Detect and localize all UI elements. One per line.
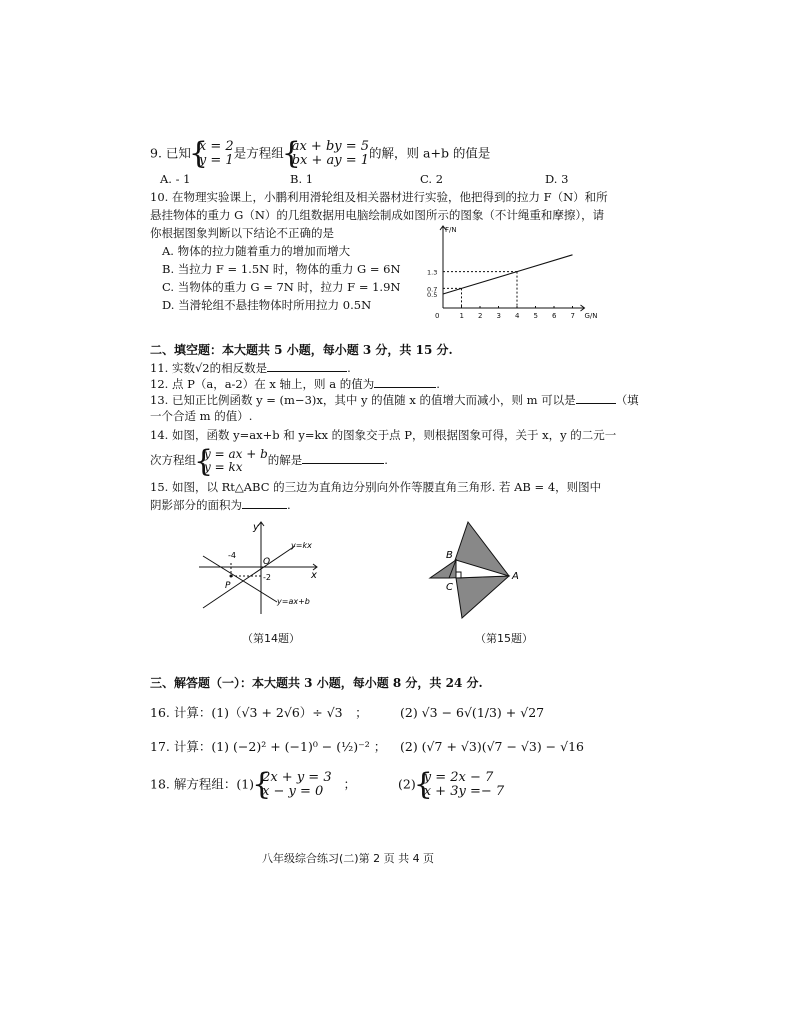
question-9: [150, 140, 490, 168]
question-12: 12. 点 P（a，a-2）在 x 轴上，则 a 的值为 .: [150, 377, 440, 391]
section-3-title: 三、解答题（一）：本大题共 3 小题，每小题 8 分，共 24 分.: [150, 676, 483, 690]
question-18: 18. 解方程组：(1) { 2x + y = 3 x − y = 0 ；: [150, 771, 356, 799]
q10-x-tick-label: 5: [533, 312, 538, 320]
fig14-origin: O: [263, 557, 271, 567]
q10-x-tick-label: 7: [570, 312, 575, 320]
q12-blank[interactable]: [374, 377, 436, 388]
page-footer: 八年级综合练习(二)第 2 页 共 4 页: [262, 852, 435, 865]
q9-option-c: C. 2: [420, 172, 444, 186]
q14-system: { y = ax + b y = kx: [196, 448, 268, 474]
fig14-kx-label: y=kx: [291, 541, 312, 550]
figure-15: [420, 508, 530, 628]
question-13: 13. 已知正比例函数 y = (m−3)x，其中 y 的值随 x 的值增大而减小，则 m 可以是 （填: [150, 393, 639, 407]
fig14-p-label: P: [225, 581, 231, 591]
fig14-x-label: x: [311, 570, 317, 581]
q10-line3: 你根据图象判断以下结论不正确的是: [150, 226, 334, 240]
q10-graph: [425, 220, 605, 320]
q10-y-tick-label: 1.3: [427, 268, 438, 277]
q16-part1: 16. 计算：(1)（√3 + 2√6）÷ √3 ；: [150, 705, 368, 720]
q10-option-c: C. 当物体的重力 G = 7N 时，拉力 F = 1.9N: [162, 280, 401, 294]
q18-system-1: { 2x + y = 3 x − y = 0: [254, 771, 332, 799]
q15-line2: 阴影部分的面积为 .: [150, 498, 291, 512]
q10-y-label: F/N: [445, 226, 457, 234]
q9-equation-system: { ax + by = 5 bx + ay = 1: [284, 140, 369, 168]
q9-given-system: { x = 2 y = 1: [191, 140, 234, 168]
fig14-minus2: -2: [263, 573, 271, 582]
q13-line2: 一个合适 m 的值）.: [150, 409, 253, 423]
fig14-point-p: [230, 575, 233, 578]
fig14-minus4: -4: [228, 551, 236, 560]
q10-series-line: [443, 255, 573, 294]
q10-x-tick-label: 1: [459, 312, 464, 320]
figure-14: [195, 518, 325, 618]
fig14-caption: （第14题）: [242, 632, 300, 645]
q10-x-label: G/N: [584, 312, 598, 320]
q14-blank[interactable]: [302, 453, 384, 464]
q9-option-a: A. - 1: [160, 172, 191, 186]
fig15-label-a: A: [512, 571, 519, 582]
fig15-label-c: C: [446, 582, 453, 593]
q10-y-tick-label: 0.5: [427, 291, 438, 299]
fig15-label-b: B: [446, 550, 453, 561]
q10-option-a: A. 物体的拉力随着重力的增加而增大: [162, 244, 351, 258]
q17-part1: 17. 计算：(1) (−2)² + (−1)⁰ − (½)⁻² ；: [150, 739, 387, 754]
q10-x-tick-label: 4: [515, 312, 520, 320]
fig14-axb-label: y=ax+b: [277, 597, 310, 606]
q9-option-d: D. 3: [545, 172, 569, 186]
question-11: 11. 实数√2的相反数是 .: [150, 361, 351, 375]
q10-x-tick-label: 2: [478, 312, 483, 320]
q9-mid: 是方程组: [233, 145, 284, 161]
q18-system-2: { y = 2x − 7 x + 3y =− 7: [416, 771, 504, 799]
fig15-caption: （第15题）: [475, 632, 533, 645]
q17-part2: (2) (√7 + √3)(√7 − √3) − √16: [400, 739, 584, 754]
q14-line1: 14. 如图，函数 y=ax+b 和 y=kx 的图象交于点 P，则根据图象可得，关于 x，y 的二元一: [150, 428, 617, 442]
question-18-part2: (2) { y = 2x − 7 x + 3y =− 7: [398, 771, 504, 799]
q10-x-tick-label: 3: [496, 312, 501, 320]
q10-option-b: B. 当拉力 F = 1.5N 时，物体的重力 G = 6N: [162, 262, 401, 276]
question-14-system: 次方程组 { y = ax + b y = kx 的解是 .: [150, 448, 388, 474]
q15-line1: 15. 如图，以 Rt△ABC 的三边为直角边分别向外作等腰直角三角形. 若 AB = 4，则图中: [150, 480, 602, 494]
q15-blank[interactable]: [242, 498, 287, 509]
section-2-title: 二、填空题：本大题共 5 小题，每小题 3 分，共 15 分.: [150, 343, 453, 357]
q10-option-d: D. 当滑轮组不悬挂物体时所用拉力 0.5N: [162, 298, 372, 312]
q11-blank[interactable]: [267, 361, 347, 372]
fig15-square-ca: [456, 576, 509, 618]
q10-origin: 0: [435, 312, 440, 320]
q9-option-b: B. 1: [290, 172, 314, 186]
q13-blank[interactable]: [576, 393, 616, 404]
q9-prefix: 9. 已知: [150, 145, 191, 161]
q16-part2: (2) √3 − 6√(1/3) + √27: [400, 705, 545, 720]
q10-y-tick-label: 0.7: [427, 285, 438, 294]
fig14-y-label: y: [253, 522, 259, 533]
q9-suffix: 的解，则 a+b 的值是: [369, 145, 491, 161]
q10-line1: 10. 在物理实验课上，小鹏利用滑轮组及相关器材进行实验，他把得到的拉力 F（N）和所: [150, 190, 608, 204]
q10-x-tick-label: 6: [552, 312, 557, 320]
q10-line2: 悬挂物体的重力 G（N）的几组数据用电脑绘制成如图所示的图象（不计绳重和摩擦），请: [150, 208, 605, 222]
